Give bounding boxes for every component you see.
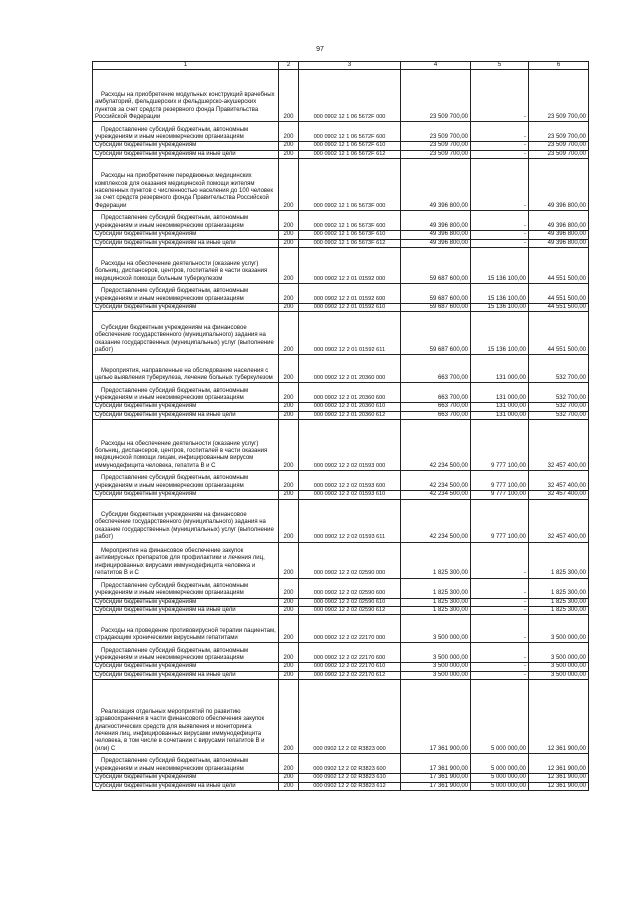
table-cell-name: Субсидии бюджетным учреждениям [93, 598, 279, 606]
table-cell-col2: 200 [279, 231, 299, 239]
table-row [93, 411, 589, 419]
table-cell-col5: - [471, 239, 529, 247]
table-cell-col4: 3 500 000,00 [401, 615, 471, 643]
table-row [93, 542, 589, 578]
table-cell-col4: 42 234 500,00 [401, 499, 471, 542]
table-cell-code: 000 0902 12 2 02 02590 000 [299, 542, 401, 578]
table-cell-code: 000 0902 12 2 02 22170 600 [299, 643, 401, 663]
table-row [93, 607, 589, 615]
table-cell-name: Мероприятия, направленные на обследование населения с целью выявления туберкулеза, лечение больных туберкулезом [93, 355, 279, 383]
table-cell-col4: 23 509 700,00 [401, 70, 471, 122]
table-cell-col2: 200 [279, 284, 299, 304]
table-cell-code: 000 0902 12 2 02 R3823 612 [299, 782, 401, 790]
table-cell-col5: - [471, 159, 529, 211]
table-row [93, 142, 589, 150]
table-cell-col6: 3 500 000,00 [529, 615, 589, 643]
table-cell-col4: 42 234 500,00 [401, 491, 471, 499]
table-cell-col2: 200 [279, 411, 299, 419]
table-row [93, 150, 589, 158]
table-cell-col6: 1 825 300,00 [529, 578, 589, 598]
table-cell-col6: 49 396 800,00 [529, 231, 589, 239]
table-cell-col5: - [471, 671, 529, 679]
table-cell-col2: 200 [279, 774, 299, 782]
table-cell-name: Субсидии бюджетным учреждениям [93, 491, 279, 499]
table-row [93, 754, 589, 774]
table-row [93, 663, 589, 671]
table-row [93, 70, 589, 122]
table-row [93, 231, 589, 239]
table-row [93, 774, 589, 782]
table-row [93, 643, 589, 663]
table-cell-col5: 131 000,00 [471, 383, 529, 403]
table-cell-name: Предоставление субсидий бюджетным, автономным учреждениям и иным некоммерческим организациям [93, 471, 279, 491]
table-cell-name: Предоставление субсидий бюджетным, автономным учреждениям и иным некоммерческим организациям [93, 578, 279, 598]
table-cell-col2: 200 [279, 304, 299, 312]
table-cell-col2: 200 [279, 150, 299, 158]
table-cell-code: 000 0902 12 1 06 5673F 612 [299, 239, 401, 247]
table-cell-col2: 200 [279, 782, 299, 790]
table-cell-name: Субсидии бюджетным учреждениям на иные цели [93, 671, 279, 679]
table-cell-name: Реализация отдельных мероприятий по развитию здравоохранения в части финансового обеспечения закупок диагностических средств для выявления и мониторинга лечения лиц, инфицированных вирусами иммунодефицита человека, в том числе в сочетании с вирусами гепатитов В и (или) С [93, 680, 279, 754]
table-cell-col4: 42 234 500,00 [401, 420, 471, 471]
table-cell-col4: 663 700,00 [401, 403, 471, 411]
table-cell-col6: 44 551 500,00 [529, 304, 589, 312]
table-row [93, 159, 589, 211]
budget-table-body [93, 62, 589, 791]
table-header-row [93, 62, 589, 70]
table-cell-code: 000 0902 12 1 06 5672F 000 [299, 70, 401, 122]
column-header: 2 [279, 62, 299, 70]
table-cell-code: 000 0902 12 1 06 5672F 612 [299, 150, 401, 158]
table-cell-col2: 200 [279, 420, 299, 471]
table-cell-col2: 200 [279, 122, 299, 142]
table-row [93, 420, 589, 471]
column-header: 4 [401, 62, 471, 70]
table-cell-col2: 200 [279, 383, 299, 403]
table-cell-name: Субсидии бюджетным учреждениям [93, 142, 279, 150]
table-cell-col5: - [471, 578, 529, 598]
table-cell-col6: 532 700,00 [529, 355, 589, 383]
table-cell-col6: 32 457 400,00 [529, 491, 589, 499]
table-cell-col6: 532 700,00 [529, 383, 589, 403]
column-header: 5 [471, 62, 529, 70]
table-cell-col6: 23 509 700,00 [529, 122, 589, 142]
table-cell-col6: 12 361 900,00 [529, 680, 589, 754]
table-cell-col6: 12 361 900,00 [529, 774, 589, 782]
table-cell-code: 000 0902 12 2 01 01592 611 [299, 312, 401, 355]
table-row [93, 211, 589, 231]
table-cell-col2: 200 [279, 578, 299, 598]
table-cell-col5: 15 136 100,00 [471, 312, 529, 355]
table-cell-col4: 59 687 600,00 [401, 312, 471, 355]
table-cell-code: 000 0902 12 2 01 01592 600 [299, 284, 401, 304]
table-cell-col5: - [471, 542, 529, 578]
table-cell-name: Субсидии бюджетным учреждениям [93, 663, 279, 671]
table-cell-col4: 59 687 600,00 [401, 248, 471, 284]
table-row [93, 239, 589, 247]
table-cell-col6: 32 457 400,00 [529, 420, 589, 471]
table-row [93, 598, 589, 606]
table-cell-col4: 23 509 700,00 [401, 122, 471, 142]
table-cell-col6: 32 457 400,00 [529, 499, 589, 542]
table-cell-col5: - [471, 150, 529, 158]
column-header: 1 [93, 62, 279, 70]
table-cell-col5: 15 136 100,00 [471, 284, 529, 304]
table-cell-col6: 12 361 900,00 [529, 782, 589, 790]
table-cell-col5: 5 000 000,00 [471, 754, 529, 774]
budget-table [92, 61, 589, 791]
table-cell-code: 000 0902 12 2 01 20360 000 [299, 355, 401, 383]
table-cell-code: 000 0902 12 2 02 01593 610 [299, 491, 401, 499]
table-cell-name: Предоставление субсидий бюджетным, автономным учреждениям и иным некоммерческим организациям [93, 643, 279, 663]
table-cell-code: 000 0902 12 1 06 5673F 610 [299, 231, 401, 239]
table-row [93, 680, 589, 754]
table-row [93, 383, 589, 403]
table-cell-col2: 200 [279, 680, 299, 754]
table-cell-col5: - [471, 615, 529, 643]
table-cell-name: Субсидии бюджетным учреждениям [93, 403, 279, 411]
table-cell-code: 000 0902 12 1 06 5673F 600 [299, 211, 401, 231]
table-cell-name: Субсидии бюджетным учреждениям на иные цели [93, 782, 279, 790]
table-row [93, 403, 589, 411]
table-cell-code: 000 0902 12 2 02 R3823 610 [299, 774, 401, 782]
table-cell-col6: 3 500 000,00 [529, 671, 589, 679]
table-cell-col6: 3 500 000,00 [529, 663, 589, 671]
table-cell-code: 000 0902 12 2 02 01593 611 [299, 499, 401, 542]
table-cell-col2: 200 [279, 607, 299, 615]
table-cell-col2: 200 [279, 754, 299, 774]
table-cell-code: 000 0902 12 2 02 02590 610 [299, 598, 401, 606]
table-cell-name: Субсидии бюджетным учреждениям на финансовое обеспечение государственного (муниципального) задания на оказание государственных (муниципальных) услуг (выполнение работ) [93, 499, 279, 542]
table-cell-name: Субсидии бюджетным учреждениям [93, 231, 279, 239]
table-cell-col6: 1 825 300,00 [529, 607, 589, 615]
table-row [93, 471, 589, 491]
table-cell-col2: 200 [279, 499, 299, 542]
table-cell-col6: 44 551 500,00 [529, 312, 589, 355]
table-cell-col2: 200 [279, 491, 299, 499]
table-cell-col5: - [471, 231, 529, 239]
table-row [93, 284, 589, 304]
table-cell-name: Предоставление субсидий бюджетным, автономным учреждениям и иным некоммерческим организациям [93, 754, 279, 774]
table-cell-col4: 23 509 700,00 [401, 142, 471, 150]
table-cell-name: Субсидии бюджетным учреждениям на иные цели [93, 607, 279, 615]
table-cell-code: 000 0902 12 2 01 20360 600 [299, 383, 401, 403]
table-cell-col2: 200 [279, 542, 299, 578]
table-cell-col2: 200 [279, 70, 299, 122]
table-cell-col2: 200 [279, 403, 299, 411]
table-cell-col2: 200 [279, 248, 299, 284]
table-cell-col4: 17 361 900,00 [401, 754, 471, 774]
table-cell-col2: 200 [279, 471, 299, 491]
table-cell-col6: 23 509 700,00 [529, 150, 589, 158]
table-cell-col4: 663 700,00 [401, 355, 471, 383]
table-cell-col4: 17 361 900,00 [401, 774, 471, 782]
table-cell-name: Расходы на приобретение передвижных медицинских комплексов для оказания медицинской помощи жителям населенных пунктов с численностью населения до 100 человек за счет средств резервного фонда Правительства Российской Федерации [93, 159, 279, 211]
table-cell-code: 000 0902 12 1 06 5672F 600 [299, 122, 401, 142]
table-cell-col5: 131 000,00 [471, 355, 529, 383]
table-cell-col5: - [471, 607, 529, 615]
table-cell-code: 000 0902 12 1 06 5673F 000 [299, 159, 401, 211]
table-cell-code: 000 0902 12 2 02 22170 000 [299, 615, 401, 643]
table-cell-code: 000 0902 12 2 02 22170 612 [299, 671, 401, 679]
table-cell-name: Расходы на обеспечение деятельности (оказание услуг) больниц, диспансеров, центров, госпиталей в части оказания медицинской помощи лицам, инфицированным вирусом иммунодефицита человека, гепатита В и С [93, 420, 279, 471]
table-cell-name: Субсидии бюджетным учреждениям [93, 774, 279, 782]
table-cell-col4: 59 687 600,00 [401, 284, 471, 304]
table-cell-col5: 9 777 100,00 [471, 471, 529, 491]
table-cell-col6: 532 700,00 [529, 411, 589, 419]
table-cell-name: Предоставление субсидий бюджетным, автономным учреждениям и иным некоммерческим организациям [93, 122, 279, 142]
table-cell-col4: 49 396 800,00 [401, 239, 471, 247]
table-cell-col4: 59 687 600,00 [401, 304, 471, 312]
table-cell-code: 000 0902 12 2 02 22170 610 [299, 663, 401, 671]
table-cell-name: Субсидии бюджетным учреждениям на иные цели [93, 150, 279, 158]
table-cell-col2: 200 [279, 615, 299, 643]
table-cell-col6: 44 551 500,00 [529, 248, 589, 284]
table-row [93, 355, 589, 383]
table-cell-col5: 5 000 000,00 [471, 782, 529, 790]
table-cell-col4: 49 396 800,00 [401, 211, 471, 231]
table-cell-col6: 32 457 400,00 [529, 471, 589, 491]
table-cell-col5: 5 000 000,00 [471, 680, 529, 754]
table-cell-col4: 23 509 700,00 [401, 150, 471, 158]
table-cell-name: Субсидии бюджетным учреждениям на иные цели [93, 411, 279, 419]
table-cell-col6: 49 396 800,00 [529, 239, 589, 247]
table-cell-col4: 663 700,00 [401, 411, 471, 419]
table-cell-col5: - [471, 211, 529, 231]
table-cell-col6: 44 551 500,00 [529, 284, 589, 304]
table-cell-col2: 200 [279, 142, 299, 150]
table-cell-col4: 3 500 000,00 [401, 671, 471, 679]
table-row [93, 578, 589, 598]
table-cell-name: Расходы на обеспечение деятельности (оказание услуг) больниц, диспансеров, центров, госпиталей в части оказания медицинской помощи больным туберкулезом [93, 248, 279, 284]
table-cell-col4: 1 825 300,00 [401, 578, 471, 598]
table-cell-col4: 1 825 300,00 [401, 607, 471, 615]
table-cell-code: 000 0902 12 2 01 20360 612 [299, 411, 401, 419]
table-cell-col2: 200 [279, 663, 299, 671]
table-cell-col5: - [471, 598, 529, 606]
table-cell-col6: 23 509 700,00 [529, 142, 589, 150]
table-cell-col6: 1 825 300,00 [529, 542, 589, 578]
table-cell-col4: 663 700,00 [401, 383, 471, 403]
table-cell-col5: 9 777 100,00 [471, 491, 529, 499]
table-cell-col5: 131 000,00 [471, 403, 529, 411]
table-row [93, 122, 589, 142]
table-cell-col4: 1 825 300,00 [401, 542, 471, 578]
table-row [93, 491, 589, 499]
table-cell-col6: 532 700,00 [529, 403, 589, 411]
table-cell-code: 000 0902 12 2 02 02590 612 [299, 607, 401, 615]
table-cell-col2: 200 [279, 211, 299, 231]
table-cell-name: Предоставление субсидий бюджетным, автономным учреждениям и иным некоммерческим организациям [93, 284, 279, 304]
table-cell-col6: 12 361 900,00 [529, 754, 589, 774]
table-cell-name: Предоставление субсидий бюджетным, автономным учреждениям и иным некоммерческим организациям [93, 383, 279, 403]
table-cell-col5: - [471, 122, 529, 142]
table-cell-name: Субсидии бюджетным учреждениям на финансовое обеспечение государственного (муниципального) задания на оказание государственных (муниципальных) услуг (выполнение работ) [93, 312, 279, 355]
table-cell-col2: 200 [279, 312, 299, 355]
table-cell-code: 000 0902 12 2 02 01593 600 [299, 471, 401, 491]
table-cell-code: 000 0902 12 1 06 5672F 610 [299, 142, 401, 150]
table-row [93, 248, 589, 284]
table-cell-col5: - [471, 663, 529, 671]
table-cell-col5: - [471, 643, 529, 663]
table-cell-code: 000 0902 12 2 01 20360 610 [299, 403, 401, 411]
table-cell-col2: 200 [279, 643, 299, 663]
table-cell-col6: 3 500 000,00 [529, 643, 589, 663]
table-cell-col5: 15 136 100,00 [471, 304, 529, 312]
table-row [93, 312, 589, 355]
table-cell-name: Субсидии бюджетным учреждениям [93, 304, 279, 312]
table-cell-name: Мероприятия на финансовое обеспечение закупок антивирусных препаратов для профилактики и лечения лиц, инфицированных вирусами иммунодефицита человека и гепатитов В и С [93, 542, 279, 578]
table-cell-col6: 23 509 700,00 [529, 70, 589, 122]
table-cell-col4: 1 825 300,00 [401, 598, 471, 606]
table-cell-col6: 49 396 800,00 [529, 159, 589, 211]
table-cell-col6: 1 825 300,00 [529, 598, 589, 606]
table-cell-col6: 49 396 800,00 [529, 211, 589, 231]
table-row [93, 615, 589, 643]
column-header: 6 [529, 62, 589, 70]
table-cell-col4: 3 500 000,00 [401, 663, 471, 671]
table-cell-col5: - [471, 142, 529, 150]
table-cell-code: 000 0902 12 2 02 R3823 000 [299, 680, 401, 754]
table-cell-code: 000 0902 12 2 02 01593 000 [299, 420, 401, 471]
table-cell-code: 000 0902 12 2 02 R3823 600 [299, 754, 401, 774]
table-cell-col4: 42 234 500,00 [401, 471, 471, 491]
table-cell-col2: 200 [279, 355, 299, 383]
table-cell-col2: 200 [279, 239, 299, 247]
table-row [93, 304, 589, 312]
table-cell-col4: 49 396 800,00 [401, 159, 471, 211]
table-cell-code: 000 0902 12 2 02 02590 600 [299, 578, 401, 598]
table-cell-col5: 5 000 000,00 [471, 774, 529, 782]
table-cell-code: 000 0902 12 2 01 01592 000 [299, 248, 401, 284]
table-cell-name: Субсидии бюджетным учреждениям на иные цели [93, 239, 279, 247]
table-row [93, 499, 589, 542]
table-row [93, 782, 589, 790]
table-cell-name: Расходы на приобретение модульных конструкций врачебных амбулаторий, фельдшерских и фельдшерско-акушерских пунктов за счет средств резервного фонда Правительства Российской Федерации [93, 70, 279, 122]
table-cell-col4: 17 361 900,00 [401, 680, 471, 754]
table-cell-col5: 131 000,00 [471, 411, 529, 419]
table-cell-col2: 200 [279, 159, 299, 211]
table-cell-col2: 200 [279, 671, 299, 679]
table-cell-code: 000 0902 12 2 01 01592 610 [299, 304, 401, 312]
table-cell-col4: 3 500 000,00 [401, 643, 471, 663]
table-cell-col5: - [471, 70, 529, 122]
table-row [93, 671, 589, 679]
table-cell-name: Расходы на проведение противовирусной терапии пациентам, страдающим хроническими вирусными гепатитами [93, 615, 279, 643]
table-cell-col2: 200 [279, 598, 299, 606]
column-header: 3 [299, 62, 401, 70]
table-cell-col5: 9 777 100,00 [471, 499, 529, 542]
table-cell-col5: 9 777 100,00 [471, 420, 529, 471]
table-cell-col4: 17 361 900,00 [401, 782, 471, 790]
table-cell-name: Предоставление субсидий бюджетным, автономным учреждениям и иным некоммерческим организациям [93, 211, 279, 231]
page-number: 97 [316, 46, 324, 53]
table-cell-col5: 15 136 100,00 [471, 248, 529, 284]
table-cell-col4: 49 396 800,00 [401, 231, 471, 239]
